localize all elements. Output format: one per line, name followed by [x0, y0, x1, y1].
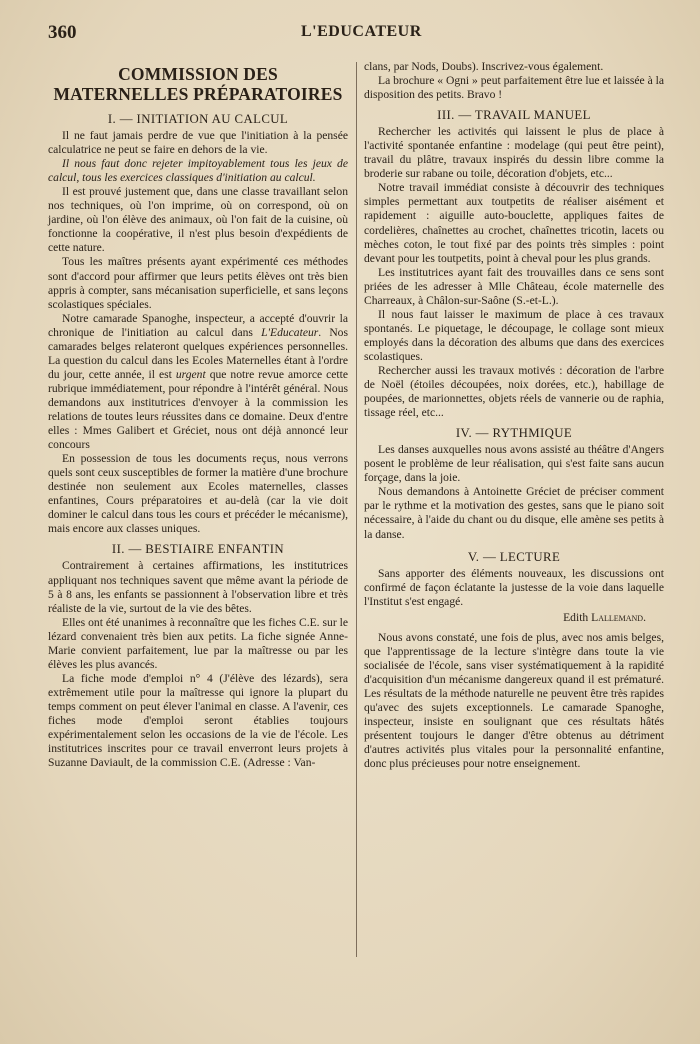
section-title-lecture: V. — LECTURE — [467, 549, 561, 564]
text-run: . Nos camarades belges relateront quelques expériences personnelles. La question du calcul dans les Ecoles Maternelles étant à l'ordre du jour, cette année, il est — [48, 325, 348, 381]
emphasis: urgent — [175, 367, 206, 381]
article-title-line-1: COMMISSION DES — [118, 64, 278, 84]
paragraph: En possession de tous les documents reçus, nous verrons quels sont ceux susceptibles de former la matière d'une brochure destinée non seulement aux Ecoles maternelles, classes enfantines, Cours préparatoires et au-delà (car la vie doit dominer le calcul dans tous les cours et précéder le mécanisme), mais encore aux classes uniques. — [48, 452, 348, 536]
paragraph-continued: clans, par Nods, Doubs). Inscrivez-vous également. — [364, 60, 604, 73]
paragraph: Il nous faut laisser le maximum de place à ces travaux spontanés. Le piquetage, le découpage, le collage sont mieux employés dans la décoration des albums que dans des exercices scolastiques. — [364, 307, 664, 363]
paragraph: Les institutrices ayant fait des trouvailles dans ce sens sont priées de les adresser à Mlle Château, école maternelle des Charreaux, à Châlon-sur-Saône (S.-et-L.). — [364, 265, 664, 307]
article-title-line-2: MATERNELLES PRÉPARATOIRES — [53, 84, 343, 104]
paragraph: Nous avons constaté, une fois de plus, avec nos amis belges, que l'apprentissage de la lecture s'intègre dans toute la vie socialisée de l'école, sans viser systématiquement à la rapidité d'acquisition d'un mécanisme dangereux quand il est prématuré. Les résultats de la méthode naturelle ne peuvent être très rapides qu'avec des sujets exceptionnels. Le camarade Spanoghe, inspecteur, insiste en soulignant que ces résultats hâtés présentent toujours le danger d'être obtenus au détriment d'autres activités plus vitales pour la personnalité enfantine, donc plus précieuses pour notre enseignement. — [364, 630, 664, 771]
section-title-calcul: I. — INITIATION AU CALCUL — [107, 112, 289, 126]
paragraph: Contrairement à certaines affirmations, les institutrices appliquant nos techniques savent que même avant la période de 5 à 8 ans, les enfants se passionnent à l'observation libre et très réaliste de la vie, surtout de la vie des bêtes. — [48, 559, 348, 615]
section-title-travail-manuel: III. — TRAVAIL MANUEL — [437, 108, 591, 123]
section-title-bestiaire: II. — BESTIAIRE ENFANTIN — [111, 542, 285, 557]
author-signature — [364, 611, 664, 625]
paragraph: Tous les maîtres présents ayant expérimenté ces méthodes sont d'accord pour affirmer que leurs petits élèves ont très bien appris à compter, sans mécanisation superficielle, et sans leçons scolastiques spéciales. — [48, 255, 348, 311]
paragraph — [48, 312, 348, 452]
paragraph: Il ne faut jamais perdre de vue que l'initiation à la pensée calculatrice ne peut se faire en dehors de la vie. — [48, 129, 348, 157]
paragraph: Il est prouvé justement que, dans une classe travaillant selon nos techniques, où l'on imprime, où on correspond, où on jardine, où l'on élève des animaux, où l'on fait de la cuisine, où fonctionne la coopérative, il n'est plus besoin d'expédients de cette nature. — [48, 185, 348, 255]
journal-name: L'Educateur — [261, 325, 319, 339]
paragraph: Elles ont été unanimes à reconnaître que les fiches C.E. sur le lézard convenaient très bien aux petits. La fiche signée Anne-Marie convient parfaitement, lue par la maîtresse ou par les élèves les plus avancés. — [48, 615, 348, 671]
signature-last-name: Lallemand. — [591, 610, 646, 624]
left-column — [48, 60, 348, 770]
paragraph: Rechercher aussi les travaux motivés : décoration de l'arbre de Noël (étoiles découpées, noix dorées, etc.), habillage de poupées, de marionnettes, objets réels de vannerie ou de raphia, tissage réel, etc... — [364, 363, 664, 420]
paragraph: La fiche mode d'emploi n° 4 (J'élève des lézards), sera extrêmement utile pour la maîtresse qui ignore la plupart du temps comment on peut élever l'animal en classe. A l'avenir, ces fiches mode d'emploi seront établies toujours expérimentalement selon les occasions de la vie de l'école. Les institutrices inscrites pour ce travail enverront leurs projets à Suzanne Daviault, de la commission C.E. (Adresse : Van- — [48, 671, 348, 770]
text-run: Notre camarade Spanoghe, inspecteur, a accepté d'ouvrir la chronique de l'initiation au calcul dans — [48, 311, 348, 339]
section-title-rythmique: IV. — RYTHMIQUE — [455, 426, 573, 441]
paragraph: Sans apporter des éléments nouveaux, les discussions ont confirmé de façon éclatante la justesse de la voie dans laquelle l'Institut s'est engagé. — [364, 566, 664, 608]
page-header — [48, 22, 670, 44]
paragraph: La brochure « Ogni » peut parfaitement être lue et laissée à la disposition des petits. Bravo ! — [364, 74, 664, 102]
page-number: 360 — [48, 22, 77, 43]
article-title — [48, 64, 348, 104]
paragraph: Les danses auxquelles nous avons assisté au théâtre d'Angers posent le problème de leur réalisation, qui s'est faite sans aucun forçage, dans la joie. — [364, 443, 664, 485]
journal-title: L'EDUCATEUR — [301, 23, 422, 40]
paragraph-italic: Il nous faut donc rejeter impitoyablement tous les jeux de calcul, tous les exercices classiques d'initiation au calcul. — [48, 157, 348, 185]
paragraph: Rechercher les activités qui laissent le plus de place à l'activité spontanée enfantine : modelage (qui peut être peint), travail du plâtre, travaux inspirés du dessin libre comme la broderie sur rabane ou toile, décoration d'objets, etc... — [364, 125, 664, 181]
text-run: que notre revue amorce cette rubrique immédiatement, pour répondre à l'intérêt général. Nous demandons aux institutrices d'envoyer à la commission les relations de toutes leurs réussites dans ce domaine. Deux d'entre elles : Mmes Galibert et Gréciet, nous ont déjà annoncé leur concours — [48, 367, 348, 452]
paragraph: Notre travail immédiat consiste à découvrir des techniques simples permettant aux toutpetits de réaliser aisément et rapidement : aiguille auto-bouclette, appliques faites de cordelières, chaînettes au crochet, chaînettes tricotin, lacets ou mèches coton, le tout fixé par des points très simples : point devant pour les toutpetits, point à cheval pour les plus grands. — [364, 181, 664, 265]
paragraph: Nous demandons à Antoinette Gréciet de préciser comment par le rythme et la motivation des gestes, sans que le piano soit nécessaire, à l'aide du chant ou du disque, elle amène ses petits à la danse. — [364, 485, 664, 541]
signature-first-name: Edith — [563, 610, 592, 624]
column-divider — [356, 62, 357, 957]
right-column — [364, 60, 664, 771]
